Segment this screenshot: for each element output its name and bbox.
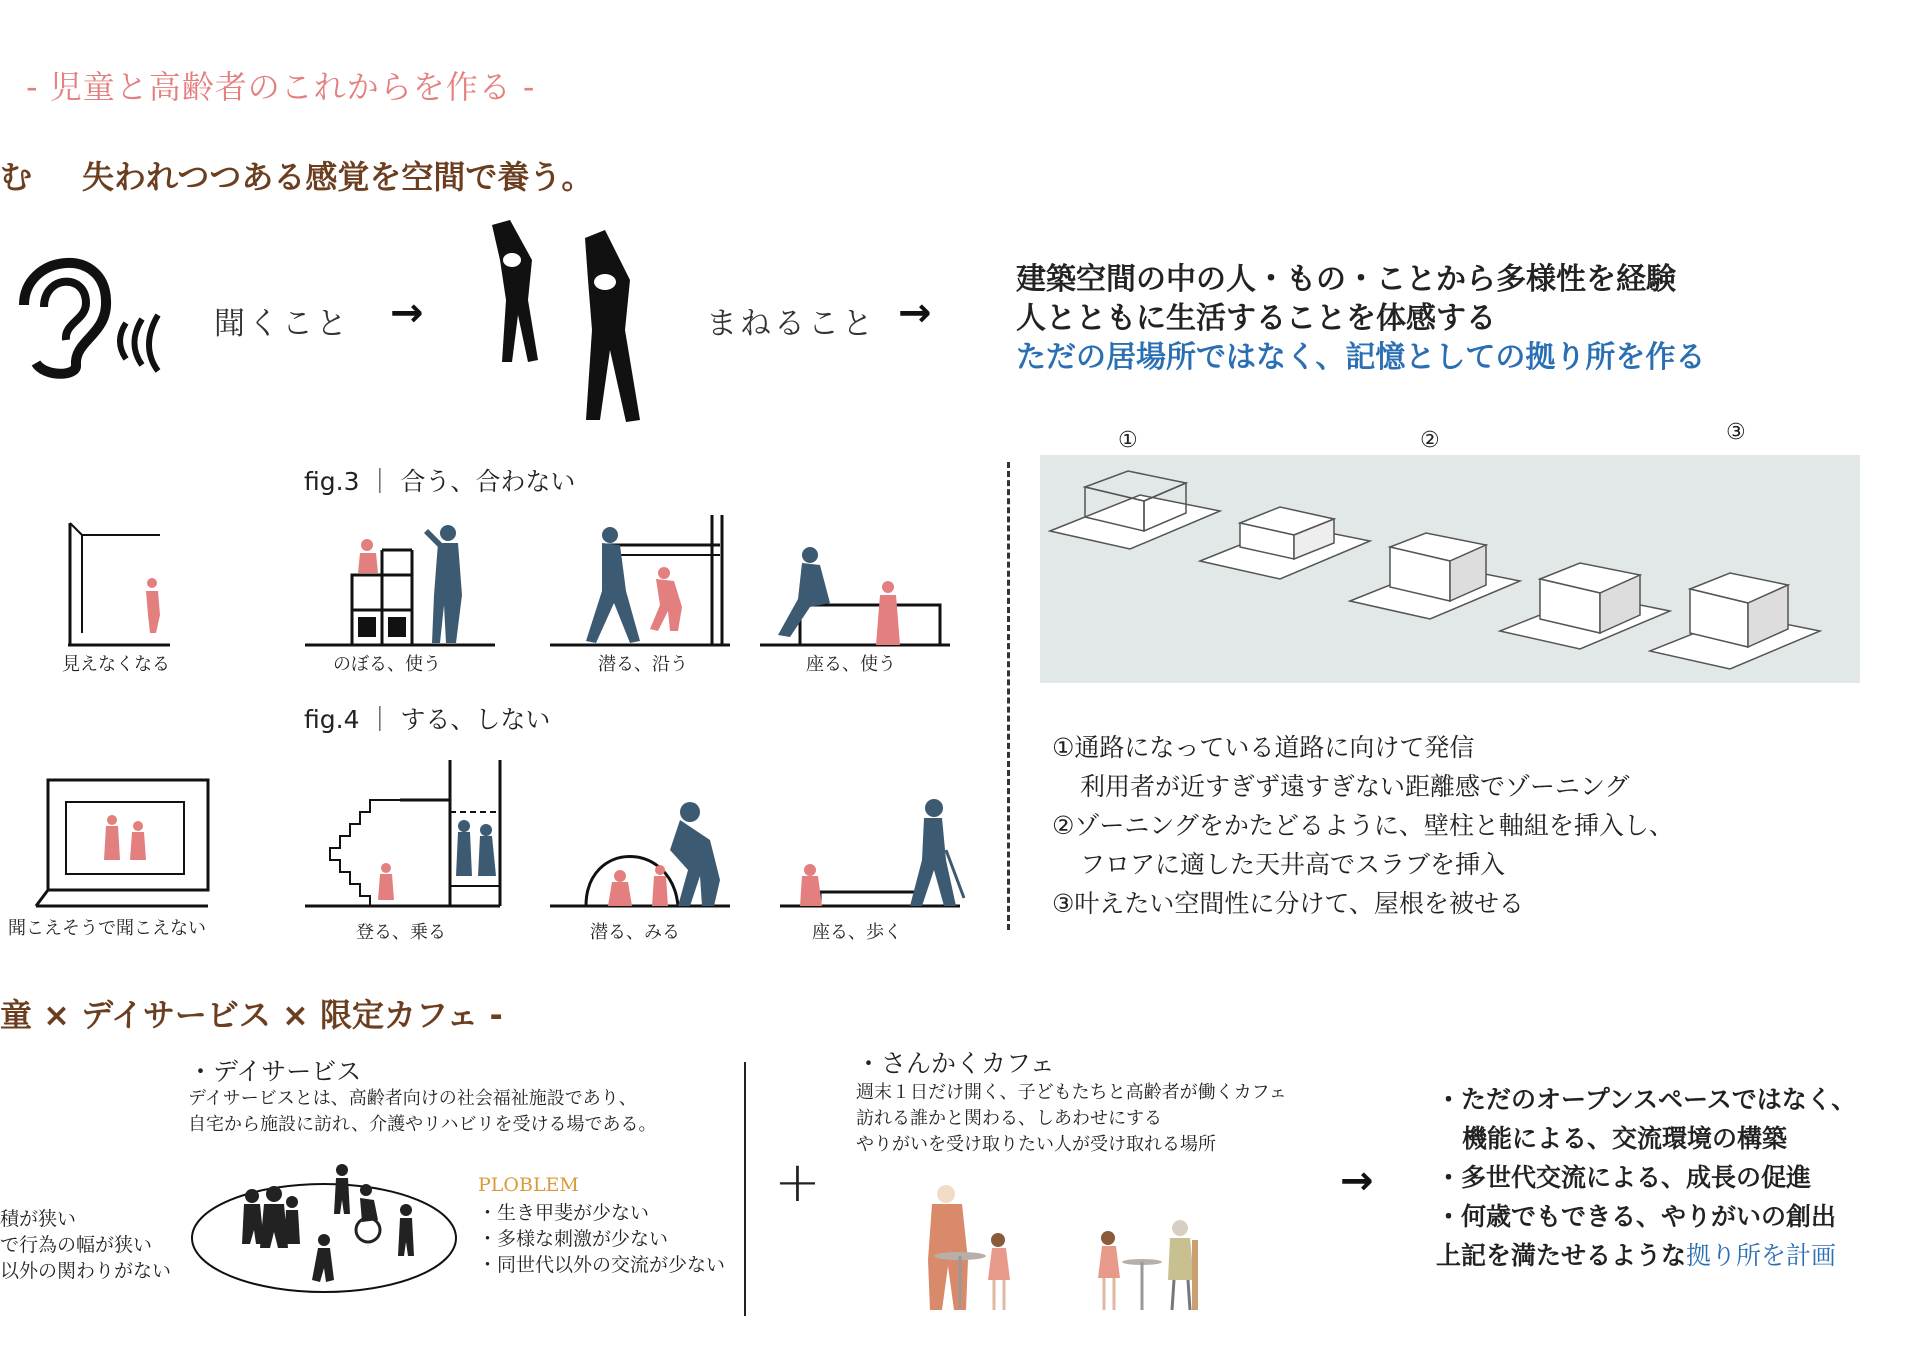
fig3-shelf-illustration [305,525,495,645]
fig3-illustrations [30,515,980,655]
page-heading: 失われつつある感覚を空間で養う。 [82,158,594,196]
problem-item-1: ・生き甲斐が少ない [478,1202,650,1224]
problem-list [478,1200,725,1278]
axonometric-diagram [1040,455,1860,683]
summary-line-5-highlight: 拠り所を計画 [1686,1241,1837,1270]
fig4-bench-walk-illustration [780,799,964,906]
stretching-figures-icon [480,220,660,425]
fig4-caption-2: 登る、乗る [356,922,446,943]
cafe-scene-1 [928,1185,1010,1310]
cafe-desc-2: 訪れる誰かと関わる、しあわせにする [856,1108,1162,1129]
dayservice-desc-2: 自宅から施設に訪れ、介護やリハビリを受ける場である。 [188,1114,657,1135]
dayservice-desc-1: デイサービスとは、高齢者向けの社会福祉施設であり、 [188,1088,637,1109]
diagram-number-1: ① [1118,428,1138,453]
cafe-description [856,1080,1287,1158]
fig4-illustrations [30,760,980,910]
fig4-title: fig.4 ｜ する、しない [304,705,551,734]
fig4-caption-4: 座る、歩く [812,922,902,943]
heading-prefix: む [0,158,33,196]
cafe-title: ・さんかくカフェ [856,1049,1055,1078]
fig4-room-illustration [36,780,208,906]
concept-text [1016,260,1705,377]
fig4-dome-illustration [550,802,730,906]
fig3-wall-illustration [68,523,170,645]
cafe-desc-1: 週末１日だけ開く、子どもたちと高齢者が働くカフェ [856,1082,1287,1103]
summary-line-3: ・多世代交流による、成長の促進 [1436,1163,1812,1192]
summary-line-1: ・ただのオープンスペースではなく、 [1436,1085,1857,1114]
summary-line-5 [1436,1236,1856,1275]
summary-line-5-prefix: 上記を満たせるような [1436,1241,1687,1270]
left-list-item-3: 以外の関わりがない [0,1260,172,1282]
design-steps [1052,728,1674,923]
cafe-scene-2 [1098,1220,1198,1310]
summary-line-2: 機能による、交流環境の構築 [1462,1124,1788,1153]
step-3: ③叶えたい空間性に分けて、屋根を被せる [1052,889,1524,918]
left-list-item-2: で行為の幅が狭い [0,1234,153,1256]
fig3-title: fig.3 ｜ 合う、合わない [304,467,576,496]
summary-line-4: ・何歳でもできる、やりがいの創出 [1436,1202,1837,1231]
concept-line-3: ただの居場所ではなく、記憶としての拠り所を作る [1016,340,1706,375]
fig3-caption-2: のぼる、使う [333,654,441,675]
diagram-number-3: ③ [1726,420,1746,445]
fig3-bench-illustration [760,547,950,645]
left-list-item-1: 積が狭い [0,1208,77,1230]
fig4-caption-1: 聞こえそうで聞こえない [8,918,206,939]
page-subtitle: - 児童と高齢者のこれからを作る - [26,68,536,106]
fig3-caption-1: 見えなくなる [62,654,170,675]
cafe-desc-3: やりがいを受け取りたい人が受け取れる場所 [856,1134,1216,1155]
fig4-caption-3: 潜る、みる [590,922,680,943]
flow-arrow-2: → [898,290,932,336]
summary-list [1436,1080,1856,1275]
cafe-illustration [896,1170,1216,1330]
summary-arrow: → [1340,1158,1374,1204]
ear-icon [14,245,174,375]
left-list [0,1206,171,1284]
fig3-bunk-illustration [550,515,730,645]
step-2-detail: フロアに適した天井高でスラブを挿入 [1080,850,1506,879]
concept-line-1: 建築空間の中の人・もの・ことから多様性を経験 [1016,262,1676,297]
elderly-group-illustration [188,1160,468,1300]
problem-title: PLOBLEM [478,1174,579,1196]
flow-arrow-1: → [390,290,424,336]
plus-sign: + [774,1150,821,1215]
problem-item-2: ・多様な刺激が少ない [478,1228,669,1250]
diagram-number-2: ② [1420,428,1440,453]
imitate-label: まねること [706,306,876,342]
concept-line-2: 人とともに生活することを体感する [1016,301,1496,336]
step-1-detail: 利用者が近すぎず遠すぎない距離感でゾーニング [1080,772,1630,801]
dashed-divider [1007,462,1010,930]
dayservice-description [188,1086,657,1138]
fig3-caption-4: 座る、使う [806,654,896,675]
section-title: 童 × デイサービス × 限定カフェ - [0,996,503,1034]
step-1: ①通路になっている道路に向けて発信 [1052,733,1475,762]
fig3-caption-3: 潜る、沿う [598,654,688,675]
fig4-stairs-illustration [305,760,500,906]
listen-label: 聞くこと [214,306,350,342]
step-2: ②ゾーニングをかたどるように、壁柱と軸組を挿入し、 [1052,811,1674,840]
problem-item-3: ・同世代以外の交流が少ない [478,1254,726,1276]
dayservice-title: ・デイサービス [188,1057,362,1086]
section-divider [744,1062,746,1316]
